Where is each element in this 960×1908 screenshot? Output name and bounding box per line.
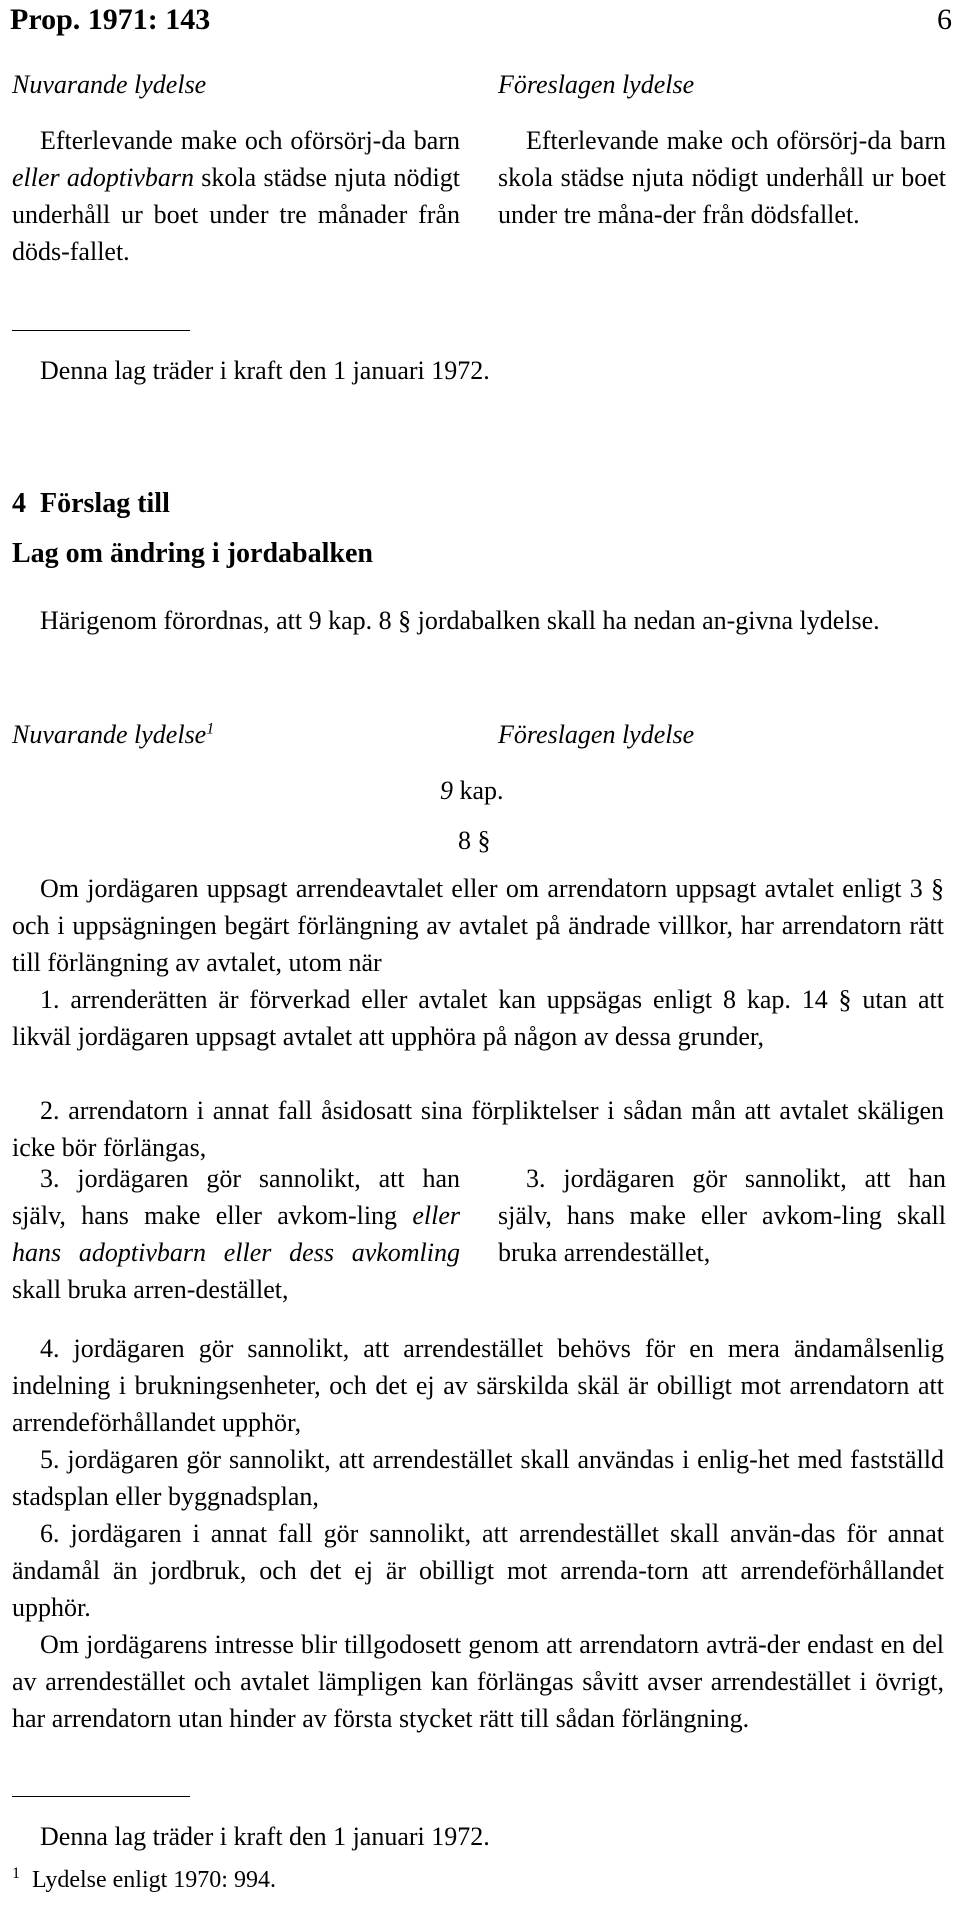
item-4: 4. jordägaren gör sannolikt, att arrendestället behövs för en mera ändamålsenlig indelning i brukningsenheter, och det ej av särskilda skäl är obilligt mot arrendatorn att arrendeförhållandet upphör, [12, 1334, 944, 1437]
header-proposition: Prop. 1971: 143 [10, 3, 211, 36]
item-1: 1. arrenderätten är förverkad eller avtalet kan uppsägas enligt 8 kap. 14 § utan att likväl jordägaren uppsagt avtalet att upphöra på någon av dessa grunder, [12, 985, 944, 1051]
footnote-text: Lydelse enligt 1970: 994. [32, 1867, 276, 1893]
section-title-line1: Förslag till [40, 488, 170, 519]
chapter-label: 9 kap. [440, 776, 504, 805]
section-heading [12, 484, 170, 524]
section-number: 4 [12, 488, 26, 519]
item-2: 2. arrendatorn i annat fall åsidosatt sina förpliktelser i sådan mån att avtalet skäligen icke bör förlängas, [12, 1096, 944, 1162]
intro-paragraph: Härigenom förordnas, att 9 kap. 8 § jordabalken skall ha nedan an-givna lydelse. [40, 606, 880, 635]
current-wording-heading-2: Nuvarande lydelse$^1$ [12, 720, 215, 749]
proposed-wording-heading-2: Föreslagen lydelse [498, 720, 695, 749]
current-wording-text: Efterlevande make och oförsörj-da barn eller adoptivbarn skola städse njuta nödigt underhåll ur boet under tre månader från döds-fallet. [12, 126, 460, 266]
main-paragraph: Om jordägaren uppsagt arrendeavtalet eller om arrendatorn uppsagt avtalet enligt 3 § och i uppsägningen begärt förlängning av avtalet på ändrade villkor, har arrendatorn rätt till förlängning av avtalet, utom när [12, 874, 944, 977]
current-wording-heading: Nuvarande lydelse [12, 70, 207, 99]
section-title-line2: Lag om ändring i jordabalken [12, 538, 373, 569]
page-number: 6 [937, 3, 952, 36]
effective-date-2: Denna lag träder i kraft den 1 januari 1972. [40, 1822, 490, 1851]
footnote [12, 1864, 276, 1896]
item-6: 6. jordägaren i annat fall gör sannolikt, att arrendestället skall använ-das för annat ändamål än jordbruk, och det ej är obilligt mot arrenda-torn att arrendeförhållandet upphör. [12, 1519, 944, 1622]
item-3-current: 3. jordägaren gör sannolikt, att han själv, hans make eller avkom-ling eller hans adoptivbarn eller dess avkomling skall bruka arren-destället, [12, 1164, 460, 1304]
proposed-wording-heading: Föreslagen lydelse [498, 70, 695, 99]
divider-rule [12, 330, 190, 331]
footnote-ref: 1 [206, 720, 215, 738]
footnote-divider [12, 1796, 190, 1797]
final-paragraph: Om jordägarens intresse blir tillgodosett genom att arrendatorn avträ-der endast en del av arrendestället och avtalet lämpligen kan förlängas såvitt avser arrendestället i övrigt, har arrendatorn utan hinder av första stycket rätt till sådan förlängning. [12, 1630, 944, 1733]
effective-date-1: Denna lag träder i kraft den 1 januari 1972. [40, 356, 490, 385]
proposed-wording-text: Efterlevande make och oförsörj-da barn skola städse njuta nödigt underhåll ur boet under tre måna-der från dödsfallet. [498, 126, 946, 229]
footnote-mark: 1 [12, 1865, 20, 1882]
item-3-proposed: 3. jordägaren gör sannolikt, att han själv, hans make eller avkom-ling skall bruka arrendestället, [498, 1164, 946, 1267]
item-5: 5. jordägaren gör sannolikt, att arrendestället skall användas i enlig-het med fastställd stadsplan eller byggnadsplan, [12, 1445, 944, 1511]
paragraph-label: 8 § [458, 826, 491, 855]
